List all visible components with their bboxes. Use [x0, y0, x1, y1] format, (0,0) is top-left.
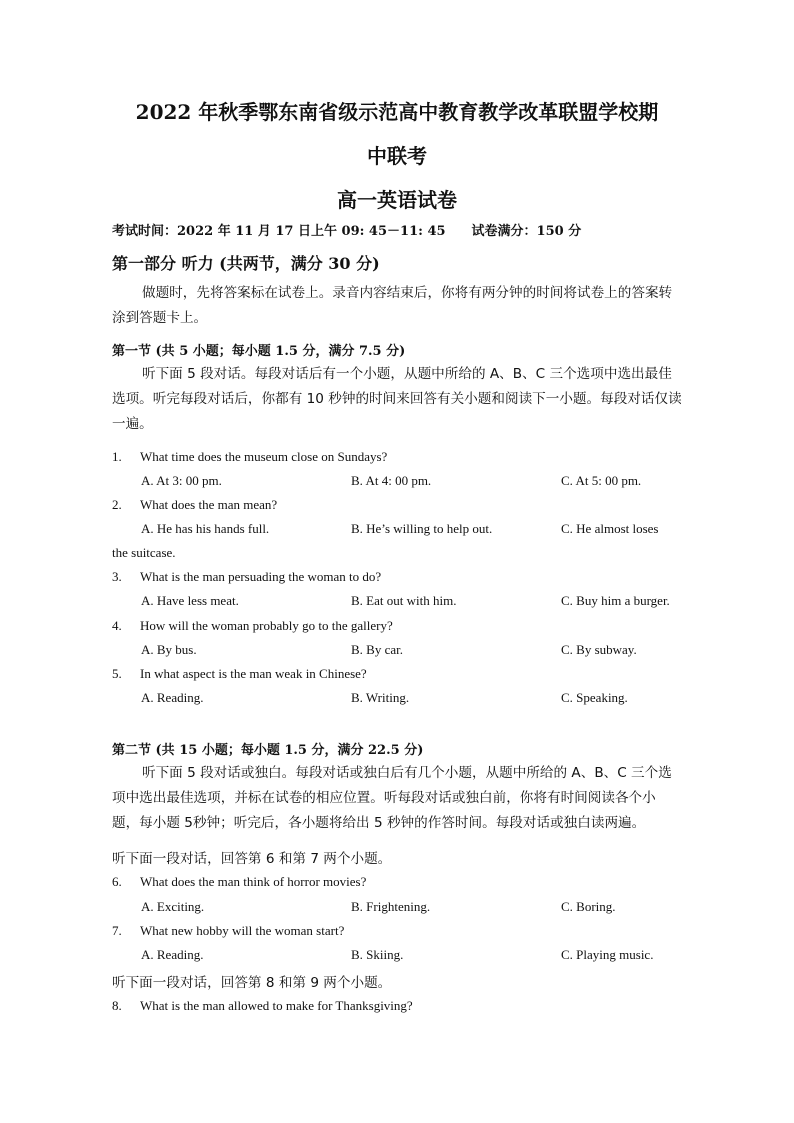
- question-number: 3.: [112, 569, 122, 584]
- option-c-continued: the suitcase.: [112, 545, 176, 560]
- section2-lead-2: 听下面一段对话，回答第 8 和第 9 两个小题。: [112, 975, 392, 991]
- option-a: A. Reading.: [141, 690, 204, 705]
- option-b: B. By car.: [351, 642, 403, 657]
- question-stem: What new hobby will the woman start?: [140, 923, 345, 938]
- question-stem: What is the man allowed to make for Thanksgiving?: [140, 998, 413, 1013]
- section2-title: 第二节 (共 15 小题；每小题 1.5 分，满分 22.5 分): [112, 743, 424, 758]
- part1-instruction: 做题时，先将答案标在试卷上。录音内容结束后，你将有两分钟的时间将试卷上的答案转涂到答题卡上。: [112, 285, 673, 326]
- question-number: 2.: [112, 497, 122, 512]
- option-a: A. Reading.: [141, 947, 204, 962]
- option-b: B. Writing.: [351, 690, 410, 705]
- exam-time: 考试时间：2022 年 11 月 17 日上午 09: 45－11: 45: [112, 224, 446, 239]
- option-b: B. Eat out with him.: [351, 593, 457, 608]
- option-a: A. He has his hands full.: [141, 521, 270, 536]
- question-stem: What is the man persuading the woman to do?: [140, 569, 382, 584]
- part1-title: 第一部分 听力 (共两节，满分 30 分): [112, 254, 380, 273]
- section2-instruction: 听下面 5 段对话或独白。每段对话或独白后有几个小题，从题中所给的 A、B、C 三个选项中选出最佳选项，并标在试卷的相应位置。听每段对话或独白前，你将有时间阅读各个小题，每小题 5秒钟；听完后，各小题将给出 5 秒钟的作答时间。每段对话或独白读两遍。: [112, 765, 672, 831]
- option-b: B. He’s willing to help out.: [351, 521, 493, 536]
- option-a: A. By bus.: [141, 642, 197, 657]
- exam-meta: [112, 220, 682, 239]
- option-a: A. Have less meat.: [141, 593, 239, 608]
- question-stem: In what aspect is the man weak in Chinese?: [140, 666, 367, 681]
- exam-title-line1: 2022 年秋季鄂东南省级示范高中教育教学改革联盟学校期: [135, 100, 659, 124]
- question-number: 8.: [112, 998, 122, 1013]
- option-b: B. At 4: 00 pm.: [351, 473, 432, 488]
- question-number: 7.: [112, 923, 122, 938]
- option-c: C. Playing music.: [561, 947, 654, 962]
- section1-title: 第一节 (共 5 小题；每小题 1.5 分，满分 7.5 分): [112, 344, 406, 359]
- question-stem: How will the woman probably go to the gallery?: [140, 618, 393, 633]
- option-c: C. By subway.: [561, 642, 637, 657]
- option-a: A. At 3: 00 pm.: [141, 473, 222, 488]
- full-score: 试卷满分：150 分: [471, 224, 582, 239]
- section1-instruction: 听下面 5 段对话。每段对话后有一个小题，从题中所给的 A、B、C 三个选项中选出最佳选项。听完每段对话后，你都有 10 秒钟的时间来回答有关小题和阅读下一小题。每段对话仅读一遍。: [112, 366, 682, 432]
- question-number: 1.: [112, 449, 122, 464]
- exam-title-line2: 中联考: [367, 144, 427, 168]
- question-stem: What does the man mean?: [140, 497, 278, 512]
- option-c: C. He almost loses: [561, 521, 659, 536]
- question-stem: What time does the museum close on Sundays?: [140, 449, 388, 464]
- option-a: A. Exciting.: [141, 899, 205, 914]
- question-number: 4.: [112, 618, 122, 633]
- question-number: 5.: [112, 666, 122, 681]
- option-b: B. Skiing.: [351, 947, 404, 962]
- option-c: C. Boring.: [561, 899, 616, 914]
- section2-lead-1: 听下面一段对话，回答第 6 和第 7 两个小题。: [112, 851, 392, 867]
- option-c: C. Speaking.: [561, 690, 628, 705]
- question-stem: What does the man think of horror movies?: [140, 874, 367, 889]
- option-b: B. Frightening.: [351, 899, 431, 914]
- question-number: 6.: [112, 874, 122, 889]
- option-c: C. At 5: 00 pm.: [561, 473, 642, 488]
- option-c: C. Buy him a burger.: [561, 593, 670, 608]
- exam-subtitle: 高一英语试卷: [337, 188, 457, 212]
